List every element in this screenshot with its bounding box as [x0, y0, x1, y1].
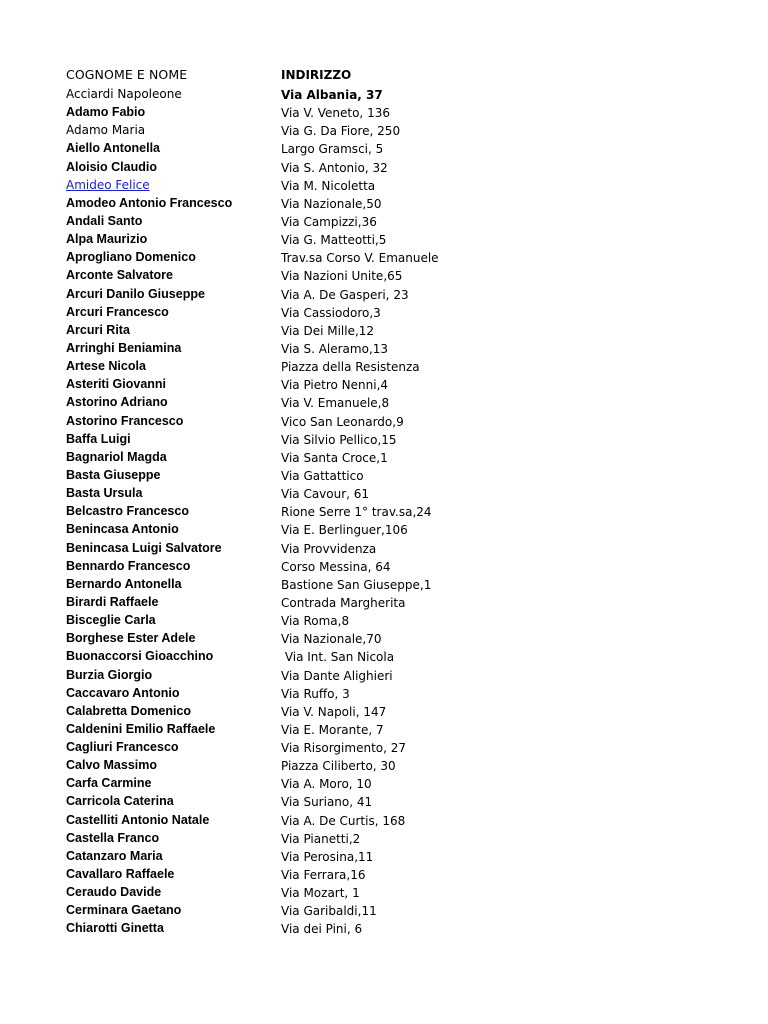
person-name: Baffa Luigi	[66, 431, 131, 446]
table-row	[0, 812, 768, 830]
person-name: Caccavaro Antonio	[66, 685, 180, 700]
header-name: COGNOME E NOME	[66, 67, 188, 82]
table-row	[0, 576, 768, 594]
table-row	[0, 685, 768, 703]
person-name: Aprogliano Domenico	[66, 250, 196, 265]
table-header	[0, 67, 768, 85]
person-address: Via Nazioni Unite,65	[281, 269, 403, 284]
person-address: Via Nazionale,70	[281, 632, 382, 647]
table-row	[0, 703, 768, 721]
table-row	[0, 793, 768, 811]
person-name: Arringhi Beniamina	[66, 340, 182, 355]
person-address: Via Pianetti,2	[281, 831, 361, 846]
table-row	[0, 413, 768, 431]
person-address: Via M. Nicoletta	[281, 178, 376, 193]
person-address: Via S. Antonio, 32	[281, 160, 388, 175]
table-row	[0, 630, 768, 648]
table-row	[0, 394, 768, 412]
table-row	[0, 358, 768, 376]
person-name: Buonaccorsi Gioacchino	[66, 649, 214, 664]
table-row	[0, 322, 768, 340]
table-row	[0, 195, 768, 213]
person-address: Corso Messina, 64	[281, 559, 391, 574]
person-address: Via A. De Gasperi, 23	[281, 287, 409, 302]
person-address: Piazza Ciliberto, 30	[281, 759, 396, 774]
person-address: Via Suriano, 41	[281, 795, 373, 810]
person-name: Aiello Antonella	[66, 141, 160, 156]
person-name: Borghese Ester Adele	[66, 631, 196, 646]
person-address: Via Ruffo, 3	[281, 686, 350, 701]
person-address: Via S. Aleramo,13	[281, 341, 389, 356]
person-address: Via Cassiodoro,3	[281, 305, 381, 320]
person-name: Carfa Carmine	[66, 776, 152, 791]
table-row	[0, 612, 768, 630]
table-row	[0, 159, 768, 177]
table-row	[0, 594, 768, 612]
table-row	[0, 267, 768, 285]
table-row	[0, 648, 768, 666]
person-name: Cerminara Gaetano	[66, 903, 182, 918]
person-name: Arcuri Danilo Giuseppe	[66, 286, 205, 301]
person-address: Via E. Morante, 7	[281, 722, 384, 737]
person-address: Via Perosina,11	[281, 849, 374, 864]
person-name: Cagliuri Francesco	[66, 740, 179, 755]
person-address: Via Nazionale,50	[281, 196, 382, 211]
person-name: Benincasa Luigi Salvatore	[66, 540, 222, 555]
person-name: Arcuri Rita	[66, 322, 130, 337]
person-name: Aloisio Claudio	[66, 159, 157, 174]
person-name: Astorino Adriano	[66, 395, 168, 410]
person-name: Adamo Fabio	[66, 105, 146, 120]
person-name: Amodeo Antonio Francesco	[66, 195, 233, 210]
person-address: Via Mozart, 1	[281, 886, 360, 901]
table-row	[0, 485, 768, 503]
person-address: Via A. De Curtis, 168	[281, 813, 406, 828]
person-address: Via Dei Mille,12	[281, 323, 375, 338]
table-row	[0, 286, 768, 304]
table-row	[0, 739, 768, 757]
table-body	[0, 86, 768, 939]
person-address: Via Silvio Pellico,15	[281, 432, 397, 447]
person-name: Chiarotti Ginetta	[66, 921, 164, 936]
person-name: Bernardo Antonella	[66, 576, 182, 591]
person-address: Via Int. San Nicola	[281, 650, 395, 665]
table-row	[0, 449, 768, 467]
table-row	[0, 86, 768, 104]
person-address: Via V. Veneto, 136	[281, 106, 390, 121]
person-name: Catanzaro Maria	[66, 848, 163, 863]
person-address: Via V. Napoli, 147	[281, 704, 387, 719]
person-name: Astorino Francesco	[66, 413, 184, 428]
table-row	[0, 503, 768, 521]
person-address: Via dei Pini, 6	[281, 922, 363, 937]
person-address: Via A. Moro, 10	[281, 777, 372, 792]
person-name: Castelliti Antonio Natale	[66, 812, 210, 827]
table-row	[0, 249, 768, 267]
person-address: Via Risorgimento, 27	[281, 741, 407, 756]
table-row	[0, 213, 768, 231]
person-name: Basta Giuseppe	[66, 467, 161, 482]
person-name: Arcuri Francesco	[66, 304, 169, 319]
table-row	[0, 902, 768, 920]
person-address: Trav.sa Corso V. Emanuele	[281, 251, 439, 266]
table-row	[0, 667, 768, 685]
header-address: INDIRIZZO	[281, 68, 352, 82]
table-row	[0, 884, 768, 902]
person-address: Via Dante Alighieri	[281, 668, 393, 683]
person-name: Asteriti Giovanni	[66, 377, 167, 392]
person-address: Via Albania, 37	[281, 88, 383, 102]
person-name: Alpa Maurizio	[66, 232, 148, 247]
person-name: Ceraudo Davide	[66, 885, 162, 900]
person-address: Via Ferrara,16	[281, 868, 366, 883]
table-row	[0, 558, 768, 576]
person-name: Carricola Caterina	[66, 794, 174, 809]
person-name: Arconte Salvatore	[66, 268, 173, 283]
person-address: Via G. Matteotti,5	[281, 233, 387, 248]
table-row	[0, 140, 768, 158]
table-row	[0, 866, 768, 884]
person-name: Belcastro Francesco	[66, 504, 189, 519]
person-name: Artese Nicola	[66, 359, 146, 374]
table-row	[0, 431, 768, 449]
person-address: Contrada Margherita	[281, 595, 406, 610]
person-address: Vico San Leonardo,9	[281, 414, 404, 429]
table-row	[0, 920, 768, 938]
person-name: Calabretta Domenico	[66, 703, 192, 718]
person-name[interactable]: Amideo Felice	[66, 177, 150, 192]
person-name: Acciardi Napoleone	[66, 87, 182, 101]
person-address: Via Campizzi,36	[281, 214, 377, 229]
person-name: Calvo Massimo	[66, 758, 158, 773]
person-address: Bastione San Giuseppe,1	[281, 577, 432, 592]
person-name: Andali Santo	[66, 213, 143, 228]
table-row	[0, 467, 768, 485]
person-address: Via Provvidenza	[281, 541, 377, 556]
person-address: Largo Gramsci, 5	[281, 142, 384, 157]
person-address: Via Garibaldi,11	[281, 904, 377, 919]
table-row	[0, 848, 768, 866]
table-row	[0, 757, 768, 775]
person-address: Via Santa Croce,1	[281, 450, 388, 465]
person-address: Via G. Da Fiore, 250	[281, 124, 401, 139]
person-name: Benincasa Antonio	[66, 522, 179, 537]
table-row	[0, 376, 768, 394]
person-address: Via Cavour, 61	[281, 487, 370, 502]
table-row	[0, 721, 768, 739]
person-name: Adamo Maria	[66, 123, 146, 138]
person-address: Rione Serre 1° trav.sa,24	[281, 505, 432, 520]
table-row	[0, 304, 768, 322]
person-name: Caldenini Emilio Raffaele	[66, 721, 216, 736]
person-address: Via V. Emanuele,8	[281, 396, 390, 411]
table-row	[0, 775, 768, 793]
person-address: Via Roma,8	[281, 614, 350, 629]
person-name: Burzia Giorgio	[66, 667, 153, 682]
table-row	[0, 340, 768, 358]
person-address: Via Gattattico	[281, 468, 364, 483]
table-row	[0, 521, 768, 539]
table-row	[0, 830, 768, 848]
person-address: Via E. Berlinguer,106	[281, 523, 408, 538]
person-name: Birardi Raffaele	[66, 594, 159, 609]
person-name: Bagnariol Magda	[66, 449, 167, 464]
table-row	[0, 231, 768, 249]
person-name: Cavallaro Raffaele	[66, 867, 175, 882]
table-row	[0, 540, 768, 558]
table-row	[0, 177, 768, 195]
person-name: Bennardo Francesco	[66, 558, 191, 573]
table-row	[0, 104, 768, 122]
person-address: Via Pietro Nenni,4	[281, 378, 389, 393]
person-name: Basta Ursula	[66, 486, 143, 501]
table-row	[0, 122, 768, 140]
person-name: Castella Franco	[66, 830, 160, 845]
person-address: Piazza della Resistenza	[281, 360, 420, 375]
person-name: Bisceglie Carla	[66, 613, 156, 628]
